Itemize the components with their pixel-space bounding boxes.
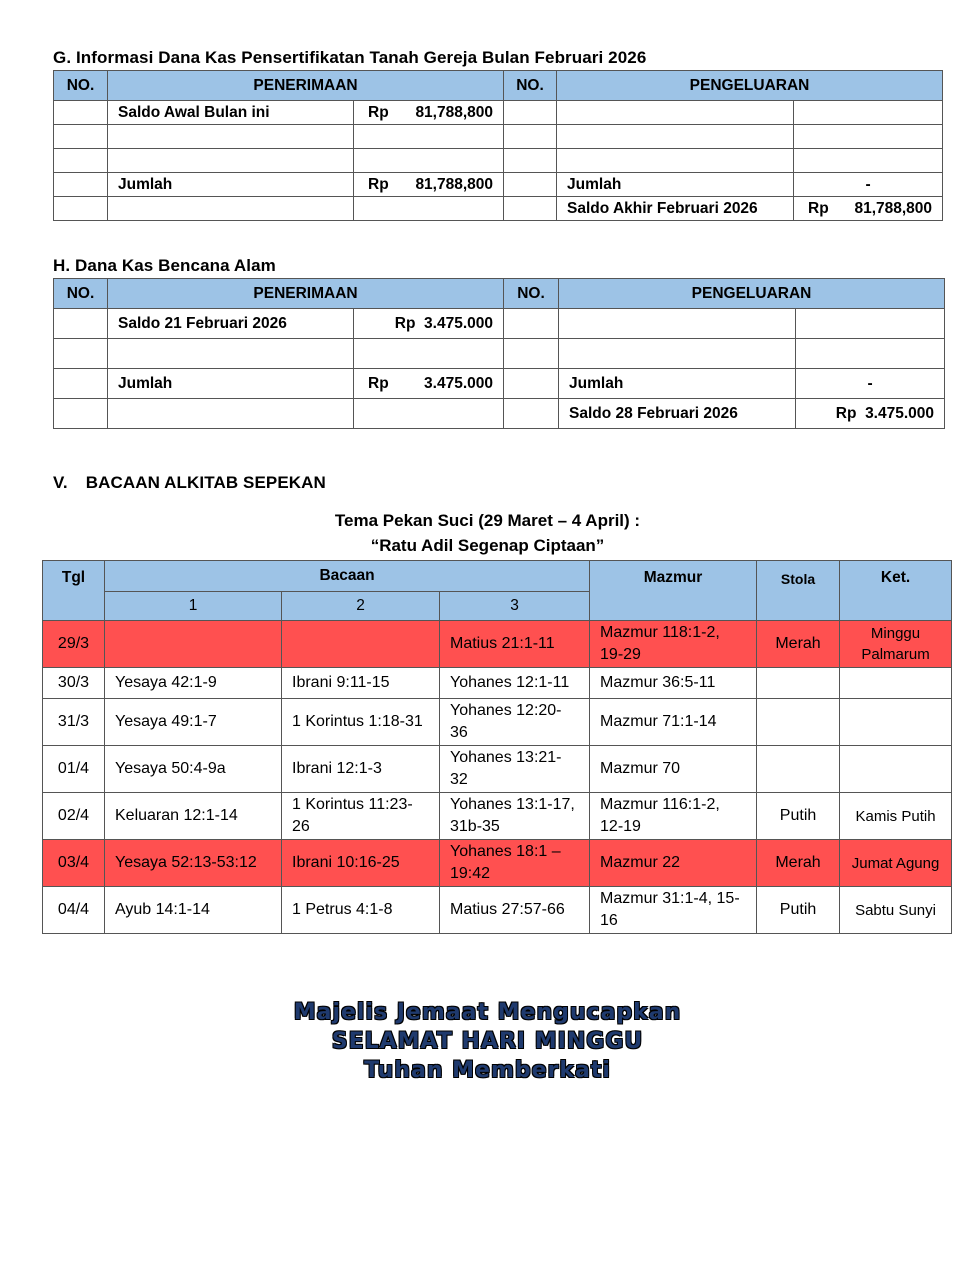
in-amount-cell <box>354 149 504 173</box>
table-row <box>54 125 943 149</box>
header-pengeluaran: PENGELUARAN <box>559 279 945 309</box>
table-row <box>54 399 945 429</box>
cell-mazmur: Mazmur 36:5-11 <box>590 668 757 699</box>
header-no-right: NO. <box>504 71 557 101</box>
cell-mazmur: Mazmur 118:1-2, 19-29 <box>590 621 757 668</box>
cell-mazmur: Mazmur 70 <box>590 746 757 793</box>
header-mazmur: Mazmur <box>590 561 757 621</box>
cell-stola: Putih <box>757 793 840 840</box>
cell-bacaan-3: Yohanes 18:1 – 19:42 <box>440 840 590 887</box>
section-g-table <box>53 70 943 221</box>
cell-bacaan-2: 1 Korintus 1:18-31 <box>282 699 440 746</box>
in-amount-cell: Rp 3.475.000 <box>354 369 504 399</box>
header-no-right: NO. <box>504 279 559 309</box>
cell-mazmur: Mazmur 31:1-4, 15-16 <box>590 887 757 934</box>
in-amount-cell <box>354 399 504 429</box>
out-amount-cell <box>794 101 943 125</box>
out-amount-cell <box>796 339 945 369</box>
header-bacaan-1: 1 <box>105 592 282 621</box>
table-row <box>54 197 943 221</box>
cell-stola <box>757 746 840 793</box>
theme-line-1: Tema Pekan Suci (29 Maret – 4 April) : <box>334 511 641 530</box>
table-row <box>43 621 952 668</box>
in-label: Jumlah <box>108 173 354 197</box>
header-no-left: NO. <box>54 279 108 309</box>
in-label <box>108 197 354 221</box>
out-label <box>559 309 796 339</box>
out-amount-cell <box>794 125 943 149</box>
in-label: Saldo 21 Februari 2026 <box>108 309 354 339</box>
cell-stola: Merah <box>757 840 840 887</box>
header-tgl: Tgl <box>43 561 105 621</box>
cell-tgl: 04/4 <box>43 887 105 934</box>
section-h-title: H. Dana Kas Bencana Alam <box>53 256 276 275</box>
table-row <box>54 339 945 369</box>
out-label: Saldo 28 Februari 2026 <box>559 399 796 429</box>
cell-bacaan-1: Yesaya 49:1-7 <box>105 699 282 746</box>
in-amount-cell: Rp 81,788,800 <box>354 101 504 125</box>
in-label: Jumlah <box>108 369 354 399</box>
cell-bacaan-2: 1 Petrus 4:1-8 <box>282 887 440 934</box>
in-label <box>108 125 354 149</box>
table-row <box>54 101 943 125</box>
header-bacaan: Bacaan <box>105 561 590 592</box>
out-amount-cell <box>794 149 943 173</box>
table-row <box>54 309 945 339</box>
header-stola: Stola <box>757 561 840 621</box>
table-row <box>43 668 952 699</box>
cell-bacaan-3: Yohanes 12:20-36 <box>440 699 590 746</box>
cell-bacaan-2: Ibrani 10:16-25 <box>282 840 440 887</box>
cell-bacaan-3: Yohanes 13:21-32 <box>440 746 590 793</box>
out-label <box>559 339 796 369</box>
in-amount-cell <box>354 125 504 149</box>
closing-line-2: SELAMAT HARI MINGGU <box>331 1029 644 1054</box>
cell-stola: Merah <box>757 621 840 668</box>
header-penerimaan: PENERIMAAN <box>108 279 504 309</box>
header-ket: Ket. <box>840 561 952 621</box>
cell-bacaan-2: 1 Korintus 11:23-26 <box>282 793 440 840</box>
section-v-title: V. BACAAN ALKITAB SEPEKAN <box>53 473 326 492</box>
cell-bacaan-1 <box>105 621 282 668</box>
cell-mazmur: Mazmur 71:1-14 <box>590 699 757 746</box>
theme-line-2: “Ratu Adil Segenap Ciptaan” <box>370 536 605 555</box>
cell-tgl: 29/3 <box>43 621 105 668</box>
in-label <box>108 339 354 369</box>
cell-bacaan-1: Yesaya 42:1-9 <box>105 668 282 699</box>
closing-line-1: Majelis Jemaat Mengucapkan <box>293 1000 682 1025</box>
table-row <box>54 173 943 197</box>
out-label: Jumlah <box>557 173 794 197</box>
cell-ket <box>840 668 952 699</box>
table-header-row <box>54 71 943 101</box>
cell-tgl: 01/4 <box>43 746 105 793</box>
table-row <box>43 699 952 746</box>
table-row <box>43 887 952 934</box>
out-amount-cell: Rp 3.475.000 <box>796 399 945 429</box>
table-row <box>43 746 952 793</box>
table-row <box>54 149 943 173</box>
cell-ket: Sabtu Sunyi <box>840 887 952 934</box>
cell-bacaan-2: Ibrani 9:11-15 <box>282 668 440 699</box>
in-amount-cell <box>354 339 504 369</box>
in-label <box>108 399 354 429</box>
cell-bacaan-3: Matius 27:57-66 <box>440 887 590 934</box>
out-amount-cell: - <box>794 173 943 197</box>
header-pengeluaran: PENGELUARAN <box>557 71 943 101</box>
header-no-left: NO. <box>54 71 108 101</box>
cell-ket: Minggu Palmarum <box>840 621 952 668</box>
out-amount-cell: Rp 81,788,800 <box>794 197 943 221</box>
cell-mazmur: Mazmur 22 <box>590 840 757 887</box>
closing-line-3: Tuhan Memberkati <box>364 1058 611 1083</box>
cell-ket: Jumat Agung <box>840 840 952 887</box>
cell-bacaan-1: Yesaya 52:13-53:12 <box>105 840 282 887</box>
in-amount-cell: Rp 3.475.000 <box>354 309 504 339</box>
closing-greeting <box>0 998 975 1085</box>
cell-bacaan-3: Yohanes 12:1-11 <box>440 668 590 699</box>
out-amount-cell: - <box>796 369 945 399</box>
section-h-table <box>53 278 945 429</box>
header-bacaan-3: 3 <box>440 592 590 621</box>
out-label <box>557 149 794 173</box>
in-amount-cell <box>354 197 504 221</box>
cell-tgl: 03/4 <box>43 840 105 887</box>
cell-bacaan-1: Ayub 14:1-14 <box>105 887 282 934</box>
cell-tgl: 02/4 <box>43 793 105 840</box>
out-label: Jumlah <box>559 369 796 399</box>
header-penerimaan: PENERIMAAN <box>108 71 504 101</box>
header-bacaan-2: 2 <box>282 592 440 621</box>
bible-reading-table <box>42 560 952 934</box>
cell-tgl: 31/3 <box>43 699 105 746</box>
cell-tgl: 30/3 <box>43 668 105 699</box>
out-amount-cell <box>796 309 945 339</box>
in-label <box>108 149 354 173</box>
cell-mazmur: Mazmur 116:1-2, 12-19 <box>590 793 757 840</box>
out-label <box>557 101 794 125</box>
section-g-title: G. Informasi Dana Kas Pensertifikatan Tanah Gereja Bulan Februari 2026 <box>53 48 647 67</box>
table-row <box>43 793 952 840</box>
cell-ket <box>840 699 952 746</box>
table-header-row <box>43 561 952 592</box>
cell-stola: Putih <box>757 887 840 934</box>
cell-ket: Kamis Putih <box>840 793 952 840</box>
in-amount-cell: Rp 81,788,800 <box>354 173 504 197</box>
in-label: Saldo Awal Bulan ini <box>108 101 354 125</box>
cell-stola <box>757 668 840 699</box>
table-row <box>54 369 945 399</box>
cell-bacaan-2 <box>282 621 440 668</box>
table-row <box>43 840 952 887</box>
cell-ket <box>840 746 952 793</box>
out-label: Saldo Akhir Februari 2026 <box>557 197 794 221</box>
cell-bacaan-2: Ibrani 12:1-3 <box>282 746 440 793</box>
cell-bacaan-3: Yohanes 13:1-17, 31b-35 <box>440 793 590 840</box>
table-header-row <box>54 279 945 309</box>
out-label <box>557 125 794 149</box>
cell-bacaan-1: Keluaran 12:1-14 <box>105 793 282 840</box>
cell-bacaan-3: Matius 21:1-11 <box>440 621 590 668</box>
cell-stola <box>757 699 840 746</box>
cell-bacaan-1: Yesaya 50:4-9a <box>105 746 282 793</box>
